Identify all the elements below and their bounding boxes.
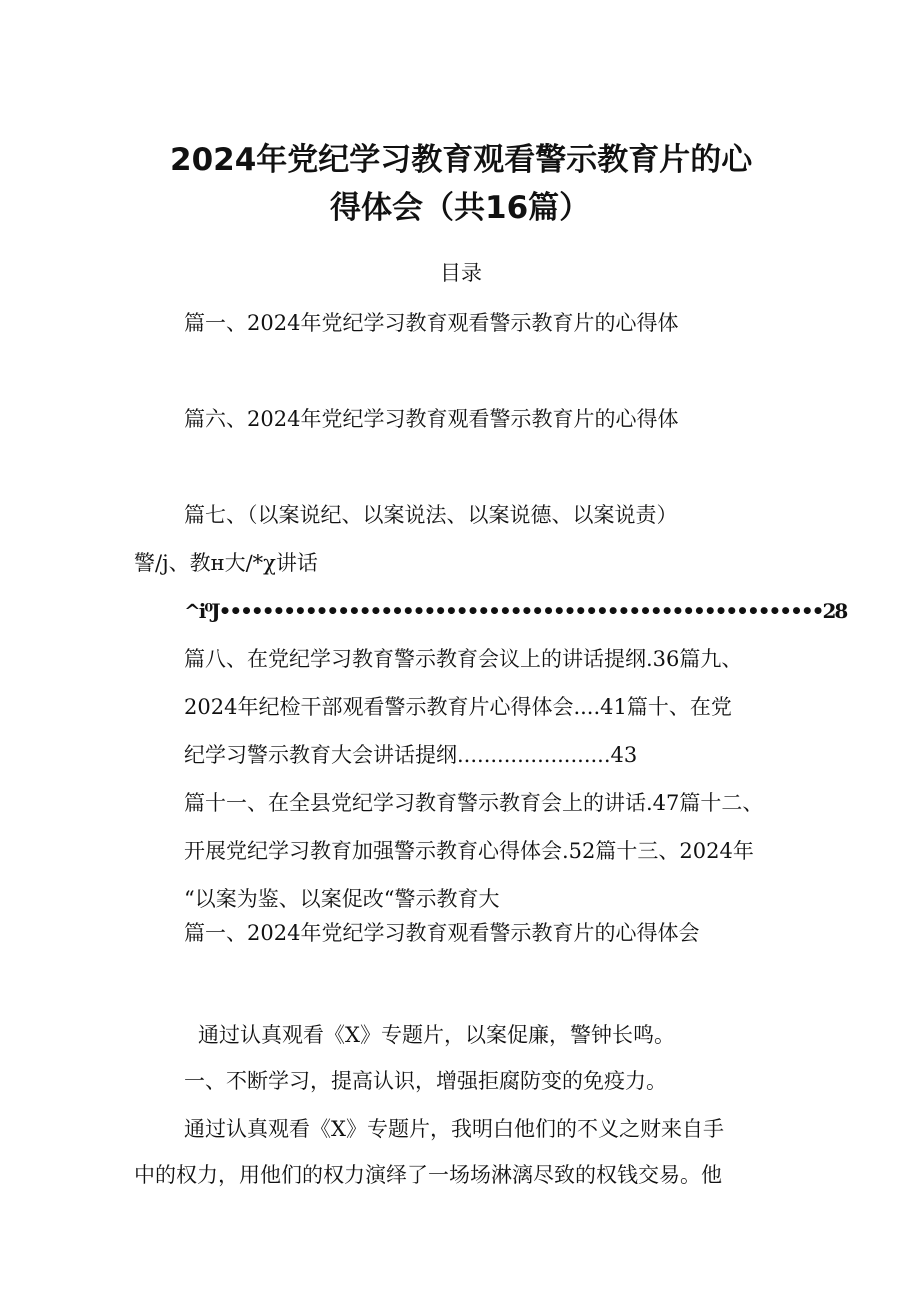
toc-line[interactable]: 篇一、2024年党纪学习教育观看警示教育片的心得体	[184, 311, 679, 335]
toc-line[interactable]: 纪学习警示教育大会讲话提纲.......................43	[184, 743, 638, 767]
toc-heading: 目录	[440, 261, 482, 285]
toc-line[interactable]: 篇十一、在全县党纪学习教育警示教育会上的讲话.47篇十二、	[184, 791, 764, 815]
body-paragraph-line: 通过认真观看《X》专题片，我明白他们的不义之财来自手	[184, 1117, 724, 1141]
toc-line[interactable]: ^i⁰J••••••••••••••••••••••••••••••••••••••••••••••••••••••••28	[184, 599, 847, 623]
document-title-line-1: 2024年党纪学习教育观看警示教育片的心	[170, 142, 753, 178]
section-title: 篇一、2024年党纪学习教育观看警示教育片的心得体会	[184, 921, 700, 945]
document-title-line-2: 得体会（共16篇）	[330, 190, 591, 226]
toc-line[interactable]: 警/j、教ʜ大∕*χ讲话	[134, 551, 318, 575]
toc-line[interactable]: 开展党纪学习教育加强警示教育心得体会.52篇十三、2024年	[184, 839, 754, 863]
body-paragraph-line: 中的权力，用他们的权力演绎了一场场淋漓尽致的权钱交易。他	[134, 1163, 722, 1187]
toc-line[interactable]: 篇七、（以案说纪、以案说法、以案说德、以案说责）	[184, 503, 678, 527]
toc-line[interactable]: 篇八、在党纪学习教育警示教育会议上的讲话提纲.36篇九、	[184, 647, 743, 671]
toc-line[interactable]: 篇六、2024年党纪学习教育观看警示教育片的心得体	[184, 407, 679, 431]
toc-line[interactable]: 2024年纪检干部观看警示教育片心得体会....41篇十、在党	[184, 695, 732, 719]
toc-line[interactable]: “以案为鉴、以案促改“警示教育大	[184, 887, 500, 911]
body-paragraph-line: 一、不断学习，提高认识，增强拒腐防变的免疫力。	[184, 1069, 667, 1093]
body-paragraph-line: 通过认真观看《X》专题片，以案促廉，警钟长鸣。	[198, 1023, 675, 1047]
